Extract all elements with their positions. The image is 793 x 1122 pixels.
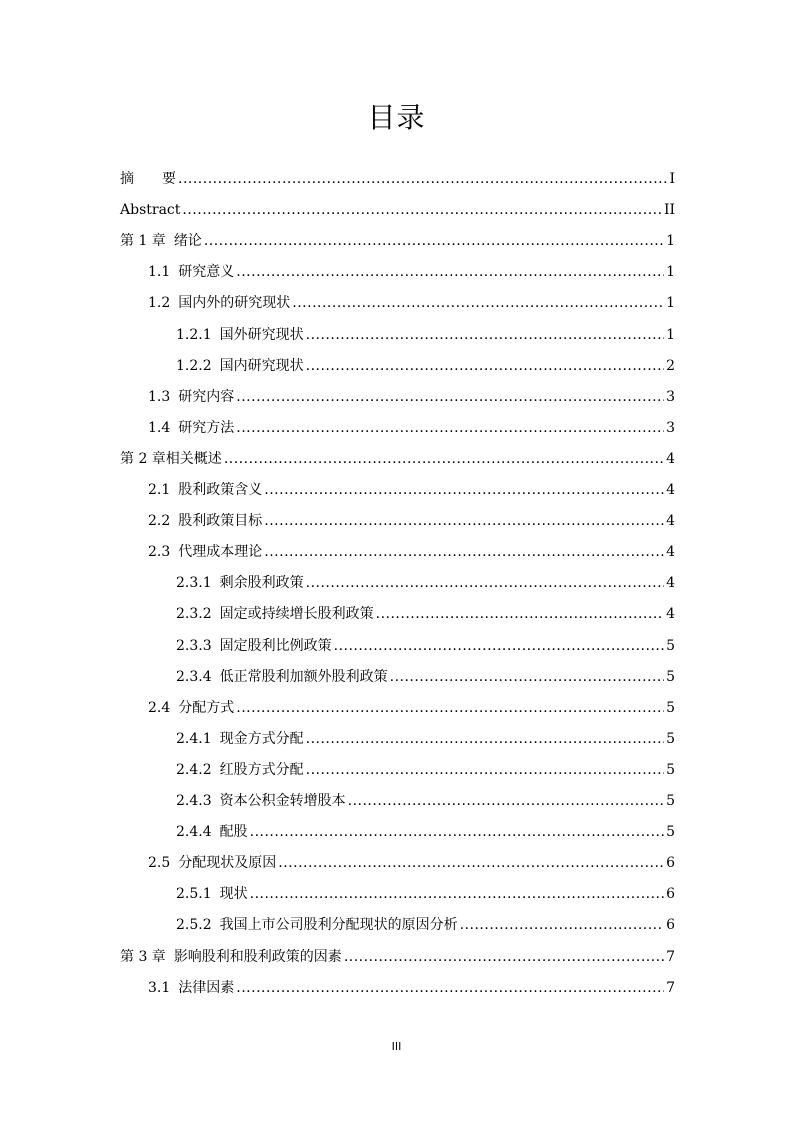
toc-entry-label: 分配方式 xyxy=(178,699,235,716)
toc-entry-page: 4 xyxy=(666,544,675,561)
toc-entry-page: 1 xyxy=(666,233,675,250)
toc-entry[interactable] xyxy=(148,977,675,999)
toc-dot-leader xyxy=(306,759,664,781)
toc-entry-title xyxy=(148,261,234,283)
toc-entry-label: 资本公积金转增股本 xyxy=(219,793,346,809)
toc-entry-label: 国外研究现状 xyxy=(219,326,304,343)
toc-entry-title xyxy=(120,230,202,252)
toc-entry-page: 5 xyxy=(666,793,675,809)
toc-entry-page: 5 xyxy=(666,668,675,685)
toc-entry-label: 剩余股利政策 xyxy=(219,575,304,592)
toc-entry-label: 影响股利和股利政策的因素 xyxy=(173,948,342,965)
toc-entry-title xyxy=(176,324,304,346)
toc-dot-leader xyxy=(204,230,664,252)
toc-entry-page: II xyxy=(663,202,675,219)
toc-entry-page: 2 xyxy=(666,357,675,374)
toc-entry-label: 分配现状及原因 xyxy=(178,855,277,872)
toc-entry-number: 2.5.2 xyxy=(176,917,212,934)
toc-entry-page: 4 xyxy=(666,450,675,467)
toc-entry-number: 2.5.1 xyxy=(176,886,212,903)
toc-entry-title xyxy=(176,355,304,377)
toc-dot-leader xyxy=(460,914,664,936)
toc-dot-leader xyxy=(264,541,664,563)
toc-entry[interactable] xyxy=(176,759,675,781)
toc-entry-title xyxy=(120,448,222,470)
toc-entry-title xyxy=(148,386,234,408)
toc-entry-label: 研究内容 xyxy=(178,388,235,405)
toc-dot-leader xyxy=(236,386,664,408)
toc-entry-page: 5 xyxy=(666,699,675,716)
toc-dot-leader xyxy=(250,821,664,843)
toc-dot-leader xyxy=(178,168,667,190)
toc-entry-number: 2.3.4 xyxy=(176,668,212,685)
toc-entry-label: 研究方法 xyxy=(178,419,235,436)
toc-entry-number: 2.4 xyxy=(148,699,171,716)
toc-entry-page: 4 xyxy=(666,575,675,592)
toc-entry-title xyxy=(148,417,234,439)
toc-entry-number: 2.3.3 xyxy=(176,637,212,654)
toc-entry[interactable] xyxy=(120,230,675,252)
toc-entry-title xyxy=(176,821,248,843)
toc-entry-label: 固定或持续增长股利政策 xyxy=(219,606,374,623)
toc-dot-leader xyxy=(278,852,664,874)
toc-entry-number: 2.3 xyxy=(148,544,171,561)
toc-entry-label: 配股 xyxy=(219,824,248,841)
toc-entry-number: 1.4 xyxy=(148,419,171,436)
toc-entry-title xyxy=(176,666,388,688)
toc-dot-leader xyxy=(306,324,664,346)
toc-entry-label: 我国上市公司股利分配现状的原因分析 xyxy=(219,917,458,934)
toc-dot-leader xyxy=(236,977,664,999)
toc-entry-label: 研究意义 xyxy=(178,264,235,281)
toc-entry-title xyxy=(120,199,180,221)
toc-entry-number: 2.3.2 xyxy=(176,606,212,623)
toc-entry-number: 2.1 xyxy=(148,482,171,498)
toc-entry-number: 1.2.1 xyxy=(176,326,212,343)
toc-dot-leader xyxy=(236,697,664,719)
toc-entry[interactable] xyxy=(120,448,675,470)
toc-dot-leader xyxy=(250,883,664,905)
toc-entry[interactable] xyxy=(120,168,675,190)
toc-dot-leader xyxy=(390,666,664,688)
toc-entry[interactable] xyxy=(148,386,675,408)
toc-entry-label: 红股方式分配 xyxy=(219,761,304,778)
toc-entry-label: Abstract xyxy=(120,202,181,219)
toc-entry-title xyxy=(176,790,346,812)
toc-entry[interactable] xyxy=(148,510,675,532)
toc-entry-page: 7 xyxy=(666,979,675,996)
toc-entry-label: 国内外的研究现状 xyxy=(178,295,291,312)
toc-dot-leader xyxy=(224,448,664,470)
toc-entry-page: 6 xyxy=(666,917,675,934)
toc-dot-leader xyxy=(236,417,664,439)
toc-entry-label: 股利政策含义 xyxy=(178,482,263,498)
toc-entry-number: 2.4.1 xyxy=(176,730,212,747)
toc-entry-page: 3 xyxy=(666,419,675,436)
toc-entry-number: 第 3 章 xyxy=(120,948,166,965)
toc-entry-label: 现金方式分配 xyxy=(219,730,304,747)
toc-entry-title xyxy=(120,168,176,190)
toc-entry-title xyxy=(148,510,262,532)
toc-entry-page: 4 xyxy=(666,513,675,530)
toc-entry-label: 国内研究现状 xyxy=(219,357,304,374)
toc-entry[interactable] xyxy=(176,635,675,657)
toc-entry-title xyxy=(148,541,262,563)
toc-entry-page: 7 xyxy=(666,948,675,965)
toc-dot-leader xyxy=(344,946,664,968)
toc-entry-number: 1.1 xyxy=(148,264,171,281)
toc-entry-title xyxy=(148,977,234,999)
toc-dot-leader xyxy=(306,728,664,750)
toc-entry[interactable] xyxy=(148,697,675,719)
toc-entry-title xyxy=(176,603,374,625)
toc-entry-number: 3.1 xyxy=(148,979,171,996)
toc-entry[interactable] xyxy=(148,479,675,501)
toc-entry-number: 2.4.4 xyxy=(176,824,212,841)
toc-entry-title xyxy=(176,759,304,781)
toc-entry-number: 1.2 xyxy=(148,295,171,312)
toc-entry-page: 5 xyxy=(666,730,675,747)
toc-entry-number: 2.5 xyxy=(148,855,171,872)
toc-entry[interactable] xyxy=(176,790,675,812)
toc-entry-number: 2.4.3 xyxy=(176,793,212,809)
toc-entry-number: 第 1 章 xyxy=(120,233,166,250)
toc-entry[interactable] xyxy=(148,541,675,563)
toc-dot-leader xyxy=(348,790,664,812)
toc-entry-title xyxy=(176,914,458,936)
toc-entry-label: 法律因素 xyxy=(178,979,235,996)
toc-dot-leader xyxy=(376,603,664,625)
toc-entry-label: 绪论 xyxy=(173,233,202,250)
toc-entry-title xyxy=(176,883,248,905)
toc-entry-label: 代理成本理论 xyxy=(178,544,263,561)
toc-entry-page: 4 xyxy=(666,482,675,498)
toc-entry[interactable] xyxy=(176,324,675,346)
toc-entry-number: 2.4.2 xyxy=(176,761,212,778)
toc-entry[interactable] xyxy=(176,603,675,625)
page-title: 目录 xyxy=(367,101,426,134)
toc-entry-label: 第 2 章相关概述 xyxy=(120,450,222,467)
toc-entry-label: 固定股利比例政策 xyxy=(219,637,332,654)
toc-entry[interactable] xyxy=(148,417,675,439)
toc-entry[interactable] xyxy=(176,572,675,594)
toc-entry-title xyxy=(148,852,276,874)
toc-entry-title xyxy=(148,697,234,719)
toc-entry-label: 摘 要 xyxy=(120,171,176,187)
toc-entry-page: 1 xyxy=(666,264,675,281)
toc-entry-title xyxy=(176,572,304,594)
toc-entry-title xyxy=(176,635,332,657)
toc-entry-number: 1.3 xyxy=(148,388,171,405)
toc-entry-page: 4 xyxy=(666,606,675,623)
toc-entry[interactable] xyxy=(176,821,675,843)
toc-entry-number: 2.3.1 xyxy=(176,575,212,592)
toc-entry-page: 6 xyxy=(666,855,675,872)
toc-entry[interactable] xyxy=(176,883,675,905)
toc-entry-page: 5 xyxy=(666,637,675,654)
toc-dot-leader xyxy=(182,199,662,221)
toc-entry[interactable] xyxy=(176,914,675,936)
toc-entry-title xyxy=(120,946,342,968)
toc-dot-leader xyxy=(334,635,664,657)
toc-entry-title xyxy=(148,292,290,314)
toc-dot-leader xyxy=(306,355,664,377)
toc-entry[interactable] xyxy=(120,199,675,221)
toc-entry-page: 5 xyxy=(666,824,675,841)
toc-dot-leader xyxy=(306,572,664,594)
page-number-footer: III xyxy=(391,1040,402,1053)
toc-entry-number: 1.2.2 xyxy=(176,357,212,374)
toc-entry-page: 3 xyxy=(666,388,675,405)
toc-entry[interactable] xyxy=(176,666,675,688)
toc-entry-title xyxy=(148,479,262,501)
toc-dot-leader xyxy=(236,261,664,283)
toc-entry[interactable] xyxy=(148,292,675,314)
toc-entry[interactable] xyxy=(148,261,675,283)
toc-entry[interactable] xyxy=(148,852,675,874)
toc-dot-leader xyxy=(292,292,664,314)
toc-entry-label: 股利政策目标 xyxy=(178,513,263,530)
toc-entry-page: 1 xyxy=(666,295,675,312)
toc-entry[interactable] xyxy=(176,355,675,377)
toc-entry-number: 2.2 xyxy=(148,513,171,530)
toc-dot-leader xyxy=(264,479,664,501)
toc-entry-label: 低正常股利加额外股利政策 xyxy=(219,668,388,685)
toc-entry[interactable] xyxy=(176,728,675,750)
toc-entry[interactable] xyxy=(120,946,675,968)
toc-entry-page: 5 xyxy=(666,761,675,778)
toc-entry-title xyxy=(176,728,304,750)
toc-entry-page: 6 xyxy=(666,886,675,903)
toc-dot-leader xyxy=(264,510,664,532)
toc-entry-page: I xyxy=(669,171,675,187)
toc-entry-label: 现状 xyxy=(219,886,248,903)
toc-entry-page: 1 xyxy=(666,326,675,343)
